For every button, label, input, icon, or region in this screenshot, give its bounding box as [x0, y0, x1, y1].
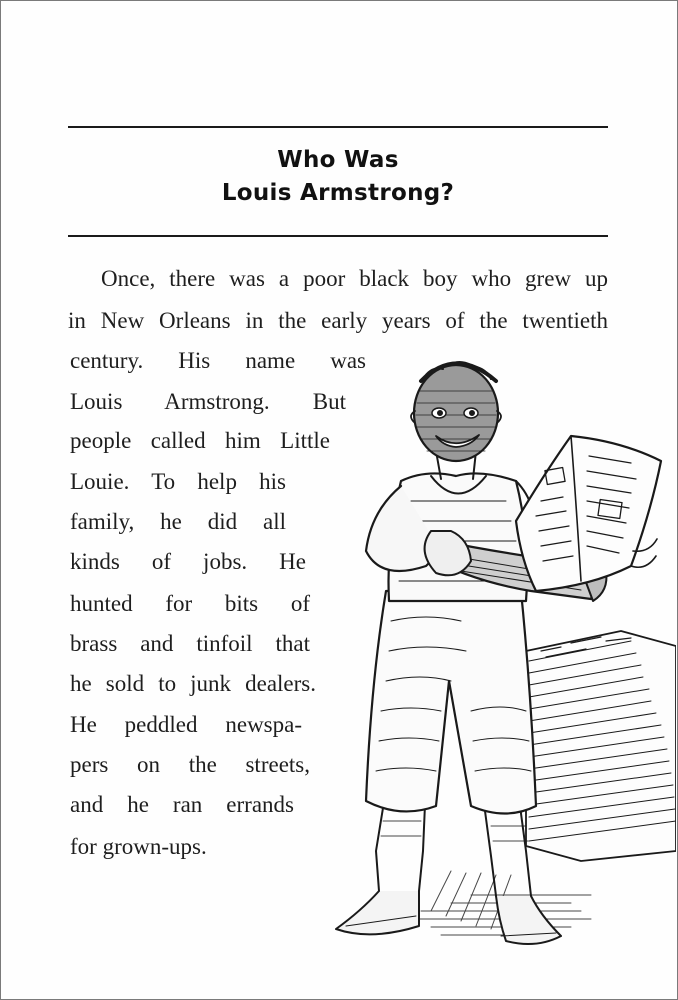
text-line: he sold to junk dealers. [70, 671, 316, 696]
text-line: hunted for bits of [70, 591, 310, 616]
chapter-title-line-1: Who Was [277, 147, 399, 173]
newspaper-stack [526, 631, 676, 861]
text-line: pers on the streets, [70, 752, 310, 777]
top-rule [68, 126, 608, 128]
text-line: family, he did all [70, 509, 286, 534]
boy-with-newspaper-illustration [331, 351, 676, 951]
pants [366, 591, 536, 814]
text-line: people called him Little [70, 428, 330, 453]
text-line: Louis Armstrong. But [70, 389, 346, 414]
head [411, 362, 501, 461]
chapter-title [68, 144, 608, 210]
text-line: Once, there was a poor black boy who grew up [101, 266, 608, 291]
text-line: for grown-ups. [70, 834, 207, 859]
text-line: kinds of jobs. He [70, 549, 306, 574]
chapter-title-line-2: Louis Armstrong? [221, 180, 455, 206]
open-newspaper [516, 436, 661, 591]
text-line: He peddled newspa- [70, 712, 302, 737]
text-line: and he ran errands [70, 792, 294, 817]
text-line: Louie. To help his [70, 469, 286, 494]
text-line: brass and tinfoil that [70, 631, 310, 656]
text-line: in New Orleans in the early years of the twentieth [68, 308, 608, 333]
bottom-rule [68, 235, 608, 237]
text-line: century. His name was [70, 348, 366, 373]
